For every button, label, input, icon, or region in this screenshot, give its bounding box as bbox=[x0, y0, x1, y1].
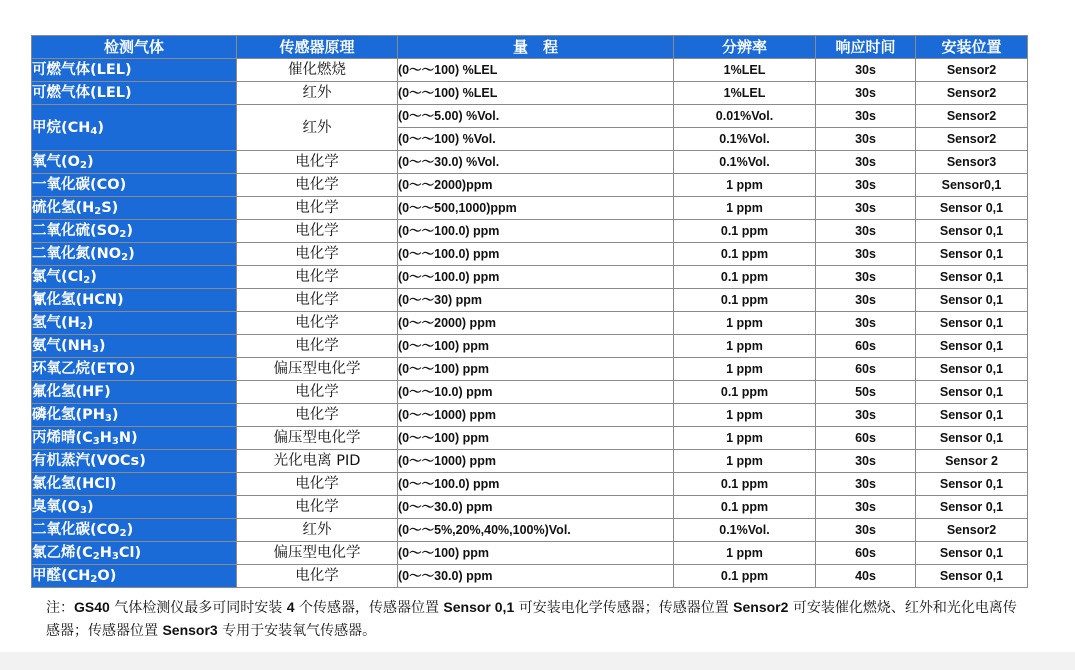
gas-text: 硫化氢(H bbox=[32, 200, 95, 216]
resolution-cell: 0.1%Vol. bbox=[674, 128, 816, 151]
bottom-band bbox=[0, 652, 1075, 670]
gas-subscript: 3 bbox=[92, 436, 100, 447]
gas-subscript: 2 bbox=[79, 321, 87, 332]
location-cell: Sensor2 bbox=[916, 128, 1028, 151]
gas-text: 氟化氢(HF) bbox=[32, 384, 111, 400]
principle-cell: 电化学 bbox=[237, 174, 398, 197]
gas-text: 氯乙烯(C bbox=[32, 545, 93, 561]
gas-text: 磷化氢(PH bbox=[32, 407, 105, 423]
resolution-cell: 0.1 ppm bbox=[674, 243, 816, 266]
range-cell: (0～～1000) ppm bbox=[398, 450, 674, 473]
response-time-cell: 30s bbox=[816, 473, 916, 496]
principle-cell: 偏压型电化学 bbox=[237, 427, 398, 450]
table-body bbox=[32, 59, 1028, 588]
location-cell: Sensor2 bbox=[916, 82, 1028, 105]
gas-text: H bbox=[99, 545, 112, 561]
resolution-cell: 0.01%Vol. bbox=[674, 105, 816, 128]
gas-text: 可燃气体(LEL) bbox=[32, 62, 132, 78]
gas-text: 氰化氢(HCN) bbox=[32, 292, 124, 308]
principle-cell: 电化学 bbox=[237, 312, 398, 335]
location-cell: Sensor2 bbox=[916, 105, 1028, 128]
range-cell: (0～～100) %LEL bbox=[398, 82, 674, 105]
principle-cell: 电化学 bbox=[237, 289, 398, 312]
gas-name-cell bbox=[32, 427, 237, 450]
gas-text: 二氧化氮(NO bbox=[32, 246, 122, 262]
resolution-cell: 1 ppm bbox=[674, 197, 816, 220]
header-gas: 检测气体 bbox=[32, 36, 237, 59]
range-cell: (0～～100.0) ppm bbox=[398, 266, 674, 289]
principle-cell: 电化学 bbox=[237, 565, 398, 588]
gas-text: 可燃气体(LEL) bbox=[32, 85, 132, 101]
table-row bbox=[32, 289, 1028, 312]
range-cell: (0～～30) ppm bbox=[398, 289, 674, 312]
gas-subscript: 3 bbox=[91, 344, 99, 355]
resolution-cell: 0.1 ppm bbox=[674, 266, 816, 289]
principle-cell: 偏压型电化学 bbox=[237, 358, 398, 381]
gas-text: ) bbox=[126, 223, 134, 239]
response-time-cell: 30s bbox=[816, 450, 916, 473]
principle-cell: 光化电离 PID bbox=[237, 450, 398, 473]
gas-name-cell bbox=[32, 335, 237, 358]
table-row bbox=[32, 312, 1028, 335]
location-cell: Sensor 0,1 bbox=[916, 220, 1028, 243]
gas-name-cell bbox=[32, 289, 237, 312]
resolution-cell: 1 ppm bbox=[674, 542, 816, 565]
gas-name-cell bbox=[32, 266, 237, 289]
range-cell: (0～～100) %Vol. bbox=[398, 128, 674, 151]
gas-name-cell bbox=[32, 105, 237, 151]
table-row bbox=[32, 473, 1028, 496]
gas-text: 甲醛(CH bbox=[32, 568, 91, 584]
footnote-text: 专用于安装氧气传感器。 bbox=[217, 623, 377, 639]
gas-text: N) bbox=[118, 430, 138, 446]
gas-text: 一氧化碳(CO) bbox=[32, 177, 127, 193]
location-cell: Sensor 0,1 bbox=[916, 312, 1028, 335]
gas-subscript: 2 bbox=[92, 551, 100, 562]
range-cell: (0～～500,1000)ppm bbox=[398, 197, 674, 220]
footnote-emphasis: Sensor2 bbox=[733, 599, 789, 615]
principle-cell: 电化学 bbox=[237, 473, 398, 496]
location-cell: Sensor 0,1 bbox=[916, 335, 1028, 358]
gas-name-cell bbox=[32, 381, 237, 404]
response-time-cell: 30s bbox=[816, 105, 916, 128]
gas-spec-table bbox=[31, 35, 1028, 588]
gas-text: ) bbox=[86, 499, 94, 515]
resolution-cell: 0.1%Vol. bbox=[674, 519, 816, 542]
principle-cell: 红外 bbox=[237, 519, 398, 542]
gas-name-cell bbox=[32, 82, 237, 105]
location-cell: Sensor 0,1 bbox=[916, 427, 1028, 450]
response-time-cell: 30s bbox=[816, 266, 916, 289]
header-range: 量 程 bbox=[398, 36, 674, 59]
location-cell: Sensor 0,1 bbox=[916, 542, 1028, 565]
response-time-cell: 60s bbox=[816, 542, 916, 565]
header-location: 安装位置 bbox=[916, 36, 1028, 59]
response-time-cell: 30s bbox=[816, 289, 916, 312]
response-time-cell: 30s bbox=[816, 220, 916, 243]
gas-subscript: 2 bbox=[90, 574, 98, 585]
principle-cell: 电化学 bbox=[237, 197, 398, 220]
principle-cell: 红外 bbox=[237, 82, 398, 105]
gas-text: O) bbox=[97, 568, 117, 584]
table-row bbox=[32, 197, 1028, 220]
resolution-cell: 0.1 ppm bbox=[674, 381, 816, 404]
range-cell: (0～～100.0) ppm bbox=[398, 473, 674, 496]
gas-text: ) bbox=[90, 269, 97, 285]
table-row bbox=[32, 266, 1028, 289]
gas-text: 氧气(O bbox=[32, 154, 80, 170]
principle-cell: 电化学 bbox=[237, 496, 398, 519]
response-time-cell: 30s bbox=[816, 197, 916, 220]
principle-cell: 偏压型电化学 bbox=[237, 542, 398, 565]
range-cell: (0～～100) ppm bbox=[398, 358, 674, 381]
location-cell: Sensor 0,1 bbox=[916, 197, 1028, 220]
table-row bbox=[32, 151, 1028, 174]
resolution-cell: 0.1 ppm bbox=[674, 289, 816, 312]
range-cell: (0～～100) ppm bbox=[398, 427, 674, 450]
principle-cell: 红外 bbox=[237, 105, 398, 151]
principle-cell: 电化学 bbox=[237, 220, 398, 243]
range-cell: (0～～10.0) ppm bbox=[398, 381, 674, 404]
gas-name-cell bbox=[32, 174, 237, 197]
location-cell: Sensor3 bbox=[916, 151, 1028, 174]
gas-name-cell bbox=[32, 59, 237, 82]
table-row bbox=[32, 335, 1028, 358]
location-cell: Sensor 0,1 bbox=[916, 404, 1028, 427]
table-header-row bbox=[32, 36, 1028, 59]
table-row bbox=[32, 243, 1028, 266]
footnote-text: 个传感器，传感器位置 bbox=[294, 600, 444, 616]
footnote-emphasis: 4 bbox=[286, 599, 295, 615]
location-cell: Sensor 0,1 bbox=[916, 381, 1028, 404]
table-row bbox=[32, 542, 1028, 565]
header-resolution: 分辨率 bbox=[674, 36, 816, 59]
principle-cell: 电化学 bbox=[237, 243, 398, 266]
response-time-cell: 30s bbox=[816, 404, 916, 427]
gas-name-cell bbox=[32, 358, 237, 381]
range-cell: (0～～30.0) ppm bbox=[398, 565, 674, 588]
gas-text: ) bbox=[128, 246, 135, 262]
response-time-cell: 30s bbox=[816, 496, 916, 519]
gas-subscript: 2 bbox=[119, 229, 127, 240]
gas-text: ) bbox=[97, 119, 105, 136]
response-time-cell: 30s bbox=[816, 174, 916, 197]
gas-subscript: 3 bbox=[79, 505, 87, 516]
gas-subscript: 2 bbox=[94, 206, 102, 217]
range-cell: (0～～100) ppm bbox=[398, 335, 674, 358]
principle-cell: 催化燃烧 bbox=[237, 59, 398, 82]
range-cell: (0～～2000)ppm bbox=[398, 174, 674, 197]
response-time-cell: 30s bbox=[816, 312, 916, 335]
principle-cell: 电化学 bbox=[237, 151, 398, 174]
response-time-cell: 40s bbox=[816, 565, 916, 588]
resolution-cell: 0.1 ppm bbox=[674, 565, 816, 588]
gas-text: 环氧乙烷(ETO) bbox=[32, 361, 136, 377]
gas-subscript: 3 bbox=[111, 436, 119, 447]
response-time-cell: 30s bbox=[816, 151, 916, 174]
table-row bbox=[32, 358, 1028, 381]
gas-name-cell bbox=[32, 151, 237, 174]
table-row bbox=[32, 450, 1028, 473]
range-cell: (0～～1000) ppm bbox=[398, 404, 674, 427]
header-response-time: 响应时间 bbox=[816, 36, 916, 59]
response-time-cell: 30s bbox=[816, 82, 916, 105]
response-time-cell: 30s bbox=[816, 128, 916, 151]
table-row bbox=[32, 496, 1028, 519]
table-row bbox=[32, 404, 1028, 427]
footnote-emphasis: Sensor 0,1 bbox=[443, 599, 515, 615]
gas-name-cell bbox=[32, 542, 237, 565]
resolution-cell: 0.1 ppm bbox=[674, 496, 816, 519]
principle-cell: 电化学 bbox=[237, 266, 398, 289]
table-row bbox=[32, 82, 1028, 105]
location-cell: Sensor0,1 bbox=[916, 174, 1028, 197]
table-row bbox=[32, 174, 1028, 197]
gas-subscript: 4 bbox=[90, 125, 98, 137]
location-cell: Sensor2 bbox=[916, 59, 1028, 82]
gas-text: 有机蒸汽(VOCs) bbox=[32, 453, 146, 469]
location-cell: Sensor 0,1 bbox=[916, 473, 1028, 496]
gas-name-cell bbox=[32, 312, 237, 335]
table-row bbox=[32, 427, 1028, 450]
range-cell: (0～～30.0) %Vol. bbox=[398, 151, 674, 174]
gas-name-cell bbox=[32, 404, 237, 427]
gas-name-cell bbox=[32, 450, 237, 473]
resolution-cell: 0.1 ppm bbox=[674, 473, 816, 496]
gas-subscript: 2 bbox=[79, 160, 87, 171]
table-row bbox=[32, 519, 1028, 542]
location-cell: Sensor 2 bbox=[916, 450, 1028, 473]
gas-subscript: 2 bbox=[119, 528, 127, 539]
response-time-cell: 60s bbox=[816, 358, 916, 381]
resolution-cell: 1%LEL bbox=[674, 59, 816, 82]
resolution-cell: 0.1%Vol. bbox=[674, 151, 816, 174]
range-cell: (0～～5.00) %Vol. bbox=[398, 105, 674, 128]
principle-cell: 电化学 bbox=[237, 404, 398, 427]
response-time-cell: 30s bbox=[816, 519, 916, 542]
footnote bbox=[46, 596, 1026, 642]
table-row bbox=[32, 381, 1028, 404]
range-cell: (0～～100.0) ppm bbox=[398, 220, 674, 243]
principle-cell: 电化学 bbox=[237, 381, 398, 404]
response-time-cell: 50s bbox=[816, 381, 916, 404]
gas-text: ) bbox=[98, 338, 106, 354]
range-cell: (0～～100) %LEL bbox=[398, 59, 674, 82]
location-cell: Sensor 0,1 bbox=[916, 266, 1028, 289]
gas-text: ) bbox=[126, 522, 134, 538]
gas-text: 甲烷(CH bbox=[32, 119, 91, 136]
resolution-cell: 1 ppm bbox=[674, 174, 816, 197]
table-row bbox=[32, 59, 1028, 82]
footnote-text: 注： bbox=[46, 600, 74, 616]
gas-text: ) bbox=[86, 154, 94, 170]
gas-subscript: 2 bbox=[83, 275, 91, 286]
gas-subscript: 2 bbox=[121, 252, 129, 263]
resolution-cell: 1 ppm bbox=[674, 335, 816, 358]
resolution-cell: 1 ppm bbox=[674, 450, 816, 473]
gas-text: 臭氧(O bbox=[32, 499, 80, 515]
footnote-text: 可安装催化燃烧、红外和光化电离传感器；传感器位置 bbox=[46, 600, 1017, 639]
gas-text: 氨气(NH bbox=[32, 338, 92, 354]
table-row bbox=[32, 565, 1028, 588]
gas-text: H bbox=[99, 430, 112, 446]
footnote-emphasis: Sensor3 bbox=[162, 622, 218, 638]
range-cell: (0～～30.0) ppm bbox=[398, 496, 674, 519]
range-cell: (0～～100.0) ppm bbox=[398, 243, 674, 266]
range-cell: (0～～2000) ppm bbox=[398, 312, 674, 335]
gas-text: 氯气(Cl bbox=[32, 269, 84, 285]
gas-text: 二氧化碳(CO bbox=[32, 522, 120, 538]
resolution-cell: 1 ppm bbox=[674, 404, 816, 427]
principle-cell: 电化学 bbox=[237, 335, 398, 358]
gas-name-cell bbox=[32, 473, 237, 496]
location-cell: Sensor 0,1 bbox=[916, 496, 1028, 519]
response-time-cell: 60s bbox=[816, 427, 916, 450]
response-time-cell: 60s bbox=[816, 335, 916, 358]
gas-name-cell bbox=[32, 496, 237, 519]
gas-text: 氯化氢(HCl) bbox=[32, 476, 117, 492]
gas-subscript: 3 bbox=[111, 551, 119, 562]
resolution-cell: 1%LEL bbox=[674, 82, 816, 105]
location-cell: Sensor 0,1 bbox=[916, 565, 1028, 588]
gas-name-cell bbox=[32, 519, 237, 542]
gas-name-cell bbox=[32, 197, 237, 220]
gas-name-cell bbox=[32, 243, 237, 266]
location-cell: Sensor 0,1 bbox=[916, 289, 1028, 312]
location-cell: Sensor 0,1 bbox=[916, 243, 1028, 266]
range-cell: (0～～5%,20%,40%,100%)Vol. bbox=[398, 519, 674, 542]
gas-text: Cl) bbox=[118, 545, 142, 561]
response-time-cell: 30s bbox=[816, 59, 916, 82]
gas-text: ) bbox=[86, 315, 94, 331]
footnote-emphasis: GS40 bbox=[74, 599, 110, 615]
location-cell: Sensor2 bbox=[916, 519, 1028, 542]
gas-text: 氢气(H bbox=[32, 315, 80, 331]
footnote-text: 可安装电化学传感器；传感器位置 bbox=[514, 600, 734, 616]
gas-text: 丙烯晴(C bbox=[32, 430, 93, 446]
resolution-cell: 1 ppm bbox=[674, 358, 816, 381]
resolution-cell: 1 ppm bbox=[674, 427, 816, 450]
gas-text: S) bbox=[101, 200, 119, 216]
range-cell: (0～～100) ppm bbox=[398, 542, 674, 565]
gas-text: 二氧化硫(SO bbox=[32, 223, 120, 239]
resolution-cell: 0.1 ppm bbox=[674, 220, 816, 243]
resolution-cell: 1 ppm bbox=[674, 312, 816, 335]
gas-text: ) bbox=[111, 407, 119, 423]
gas-name-cell bbox=[32, 565, 237, 588]
header-principle: 传感器原理 bbox=[237, 36, 398, 59]
footnote-text: 气体检测仪最多可同时安装 bbox=[109, 600, 287, 616]
gas-name-cell bbox=[32, 220, 237, 243]
location-cell: Sensor 0,1 bbox=[916, 358, 1028, 381]
table-row bbox=[32, 105, 1028, 128]
gas-subscript: 3 bbox=[104, 413, 112, 424]
response-time-cell: 30s bbox=[816, 243, 916, 266]
table-row bbox=[32, 220, 1028, 243]
